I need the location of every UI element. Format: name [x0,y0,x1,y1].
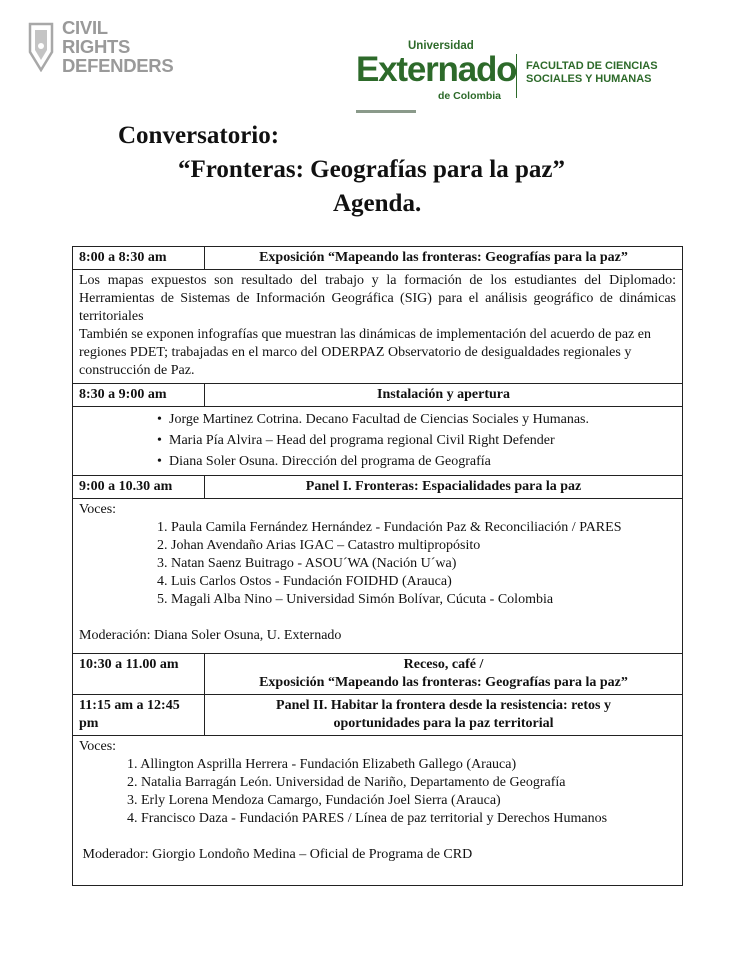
agenda-time: 11:15 am a 12:45 pm [73,695,205,735]
list-item: 2. Johan Avendaño Arias IGAC – Catastro multipropósito [157,538,481,553]
list-item: 3. Erly Lorena Mendoza Camargo, Fundación Joel Sierra (Arauca) [127,793,501,808]
list-item: • Maria Pía Alvira – Head del programa regional Civil Right Defender [159,430,676,451]
agenda-time: 9:00 a 10.30 am [73,476,205,498]
agenda-time: 8:30 a 9:00 am [73,384,205,406]
faculty-line1: FACULTAD DE CIENCIAS [526,60,658,72]
logo-accreditation-mark [356,110,416,113]
voices-label: Voces: [79,502,117,517]
list-item: 5. Magali Alba Nino – Universidad Simón Bolívar, Cúcuta - Colombia [157,592,554,607]
pen-nib-icon [26,22,56,72]
list-item: 1. Paula Camila Fernández Hernández - Fundación Paz & Reconciliación / PARES [157,520,622,535]
break-title-line1: Receso, café / [403,657,484,672]
agenda-row-header [73,694,682,735]
externado-universidad: Universidad [408,40,474,52]
crd-logo-line2: RIGHTS [62,36,131,57]
list-item: 2. Natalia Barragán León. Universidad de Nariño, Departamento de Geografía [127,775,566,790]
crd-logo-line1: CIVIL [62,17,108,38]
speaker-list [79,409,676,472]
description-paragraph: También se exponen infografías que muestran las dinámicas de implementación del acuerdo de paz en regiones PDET; trabajadas en el marco del ODERPAZ Observatorio de desigualdades regionales y construcción de Paz. [79,327,652,378]
moderation-line: Moderación: Diana Soler Osuna, U. Externado [79,628,342,643]
faculty-name [526,60,658,86]
agenda-row-header [73,653,682,694]
agenda-heading: Agenda. [333,190,422,217]
externado-de-colombia: de Colombia [438,90,502,102]
agenda-row-body [73,498,682,653]
description-paragraph: Los mapas expuestos son resultado del trabajo y la formación de los estudiantes del Diplomado: Herramientas de Sistemas de Información Geográfica (SIG) para el análisis geográfico de dinámicas territoriales [79,273,676,324]
panelist-list [79,519,676,609]
agenda-session-title: Panel I. Fronteras: Espacialidades para la paz [305,479,582,494]
panel-1-voices [73,499,682,653]
list-item: 4. Luis Carlos Ostos - Fundación FOIDHD (Arauca) [157,574,452,589]
agenda-row-body [73,735,682,885]
agenda-row-header [73,383,682,406]
panelist-list [79,756,676,828]
externado-logo [344,38,674,122]
moderator-line: Moderador: Giorgio Londoño Medina – Oficial de Programa de CRD [79,847,473,862]
list-item: • Jorge Martinez Cotrina. Decano Facultad de Ciencias Sociales y Humanas. [159,409,676,430]
agenda-session-title: Exposición “Mapeando las fronteras: Geografías para la paz” [259,250,628,265]
exhibition-description [73,270,682,383]
list-item: 4. Francisco Daza - Fundación PARES / Línea de paz territorial y Derechos Humanos [127,811,608,826]
crd-logo-line3: DEFENDERS [62,55,174,76]
agenda-time: 10:30 a 11.00 am [73,654,205,694]
event-title-heading: “Fronteras: Geografías para la paz” [178,156,565,183]
faculty-line2: SOCIALES Y HUMANAS [526,73,652,85]
agenda-session-title: Instalación y apertura [377,387,510,402]
agenda-time: 8:00 a 8:30 am [73,247,205,269]
civil-rights-defenders-logo [26,18,186,82]
break-title-line2: Exposición “Mapeando las fronteras: Geografías para la paz” [259,675,628,690]
agenda-session-title [205,654,682,694]
list-item: • Diana Soler Osuna. Dirección del programa de Geografía [159,451,676,472]
agenda-row-header [73,475,682,498]
event-type-heading: Conversatorio: [118,122,280,149]
list-item: 3. Natan Saenz Buitrago - ASOU´WA (Nación U´wa) [157,556,457,571]
opening-speakers [73,407,682,475]
voices-label: Voces: [79,739,117,754]
agenda-row-body [73,406,682,475]
list-item: 1. Allington Asprilla Herrera - Fundación Elizabeth Gallego (Arauca) [127,757,517,772]
agenda-table [72,246,683,886]
panel-2-voices [73,736,682,885]
agenda-row-body [73,269,682,383]
externado-name: Externado [356,50,517,89]
agenda-session-title: Panel II. Habitar la frontera desde la resistencia: retos y oportunidades para la paz territorial [276,698,611,731]
agenda-row-header [73,247,682,269]
logo-divider [516,54,517,98]
